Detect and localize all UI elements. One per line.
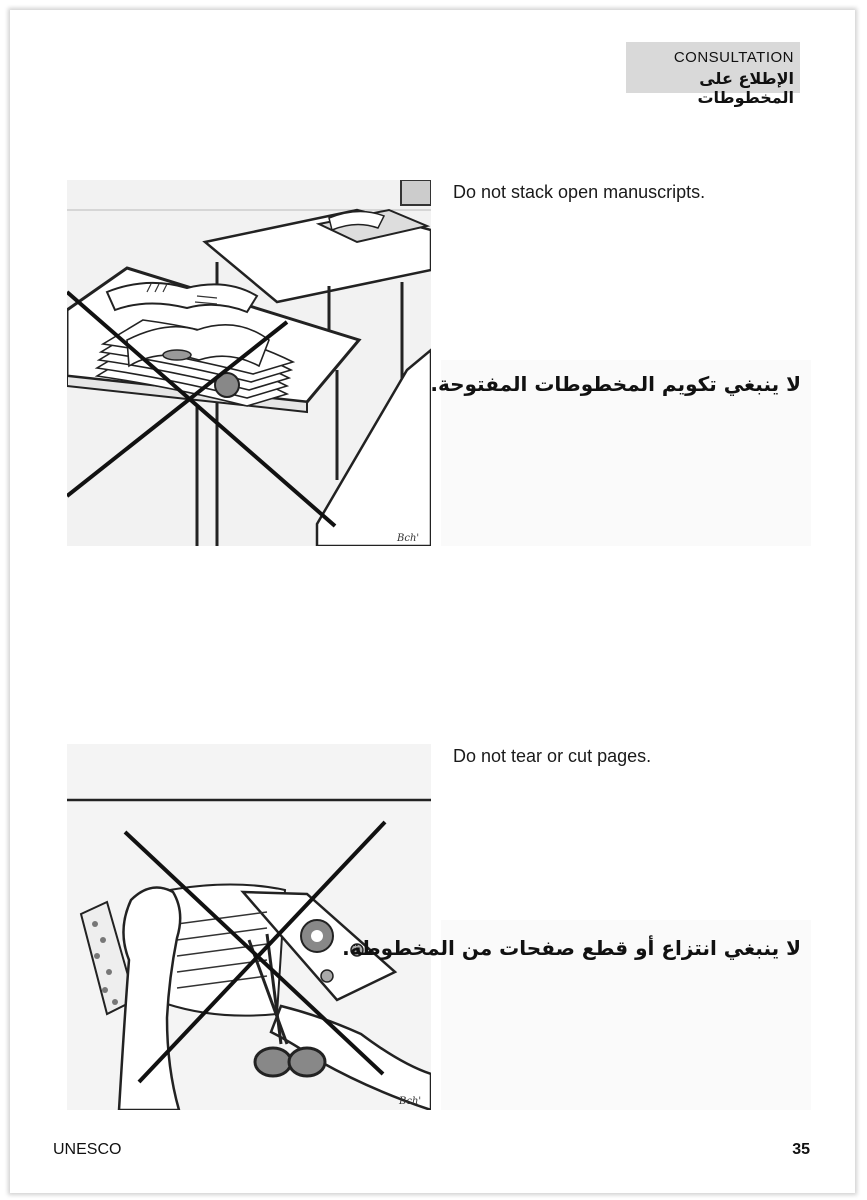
illustration-stacked-manuscripts bbox=[67, 180, 431, 546]
section-title-ar: الإطلاع على المخطوطات bbox=[697, 69, 794, 107]
caption-ar-2: لا ينبغي انتزاع أو قطع صفحات من المخطوطة. bbox=[342, 936, 801, 960]
section-title-en: CONSULTATION bbox=[673, 49, 794, 66]
footer-publisher: UNESCO bbox=[53, 1141, 122, 1158]
caption-ar-box-1 bbox=[430, 360, 811, 546]
section-header bbox=[626, 42, 800, 107]
caption-en-1: Do not stack open manuscripts. bbox=[453, 182, 706, 202]
caption-en-2: Do not tear or cut pages. bbox=[453, 746, 652, 766]
illustration-tearing-pages bbox=[67, 744, 431, 1110]
footer-page-number: 35 bbox=[792, 1141, 810, 1158]
tearing-pages-drawing bbox=[67, 744, 431, 1110]
caption-ar-1: لا ينبغي تكويم المخطوطات المفتوحة. bbox=[430, 372, 801, 396]
svg-text:Bch': Bch' bbox=[397, 533, 420, 544]
svg-text:Bch': Bch' bbox=[399, 1096, 422, 1107]
stacked-manuscripts-drawing bbox=[67, 180, 431, 546]
